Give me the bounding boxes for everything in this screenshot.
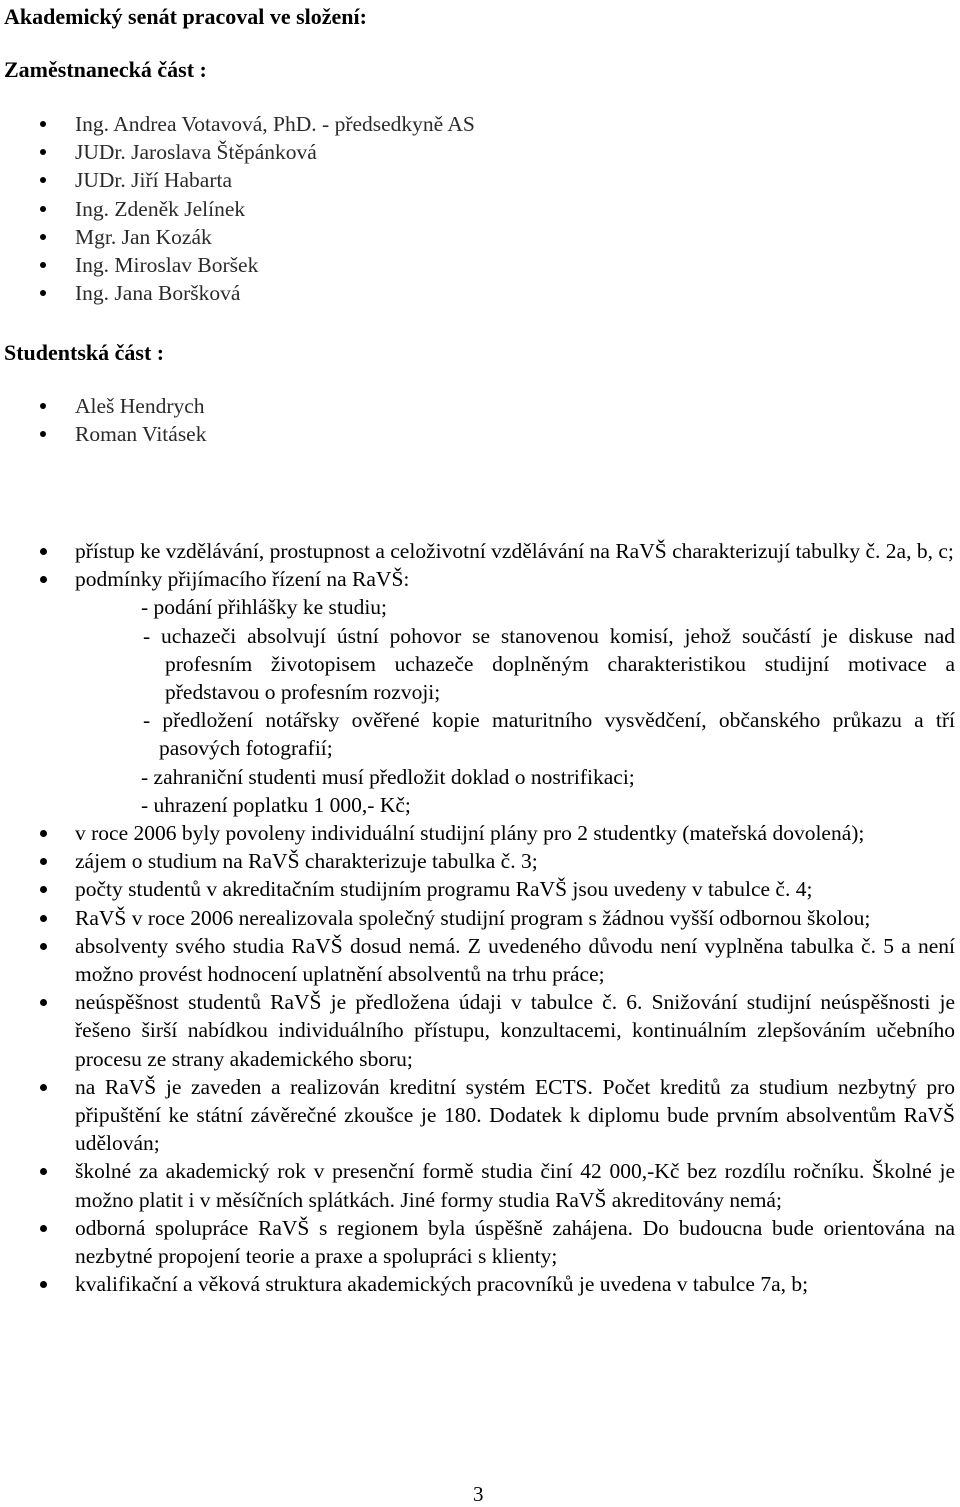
students-heading: Studentská část :: [4, 340, 165, 365]
interest-item: zájem o studium na RaVŠ charakterizuje tabulka č. 3;: [0, 847, 955, 875]
admission-item: [0, 565, 955, 819]
condition-item: - předložení notářsky ověřené kopie maturitního vysvědčení, občanského průkazu a tří pasových fotografií;: [143, 708, 955, 761]
graduates-item: absolventy svého studia RaVŠ dosud nemá. Z uvedeného důvodu není vyplněna tabulka č. 5 a není možno provést hodnocení uplatnění absolventů na trhu práce;: [0, 932, 955, 988]
plans-item: v roce 2006 byly povoleny individuální studijní plány pro 2 studentky (mateřská dovolená);: [0, 819, 955, 847]
list-item: Ing. Zdeněk Jelínek: [0, 195, 475, 223]
staff-list: [0, 110, 475, 307]
senate-heading: Akademický senát pracoval ve složení:: [4, 4, 367, 29]
list-item: Mgr. Jan Kozák: [0, 223, 475, 251]
access-item: přístup ke vzdělávání, prostupnost a celoživotní vzdělávání na RaVŠ charakterizují tabulky č. 2a, b, c;: [0, 537, 955, 565]
ects-item: na RaVŠ je zaveden a realizován kreditní systém ECTS. Počet kreditů za studium nezbytný pro připuštění ke státní závěrečné zkoušce je 180. Dodatek k diplomu bude prvním absolventům RaVŠ udělován;: [0, 1073, 955, 1158]
condition-item: - uchazeči absolvují ústní pohovor se stanovenou komisí, jehož součástí je diskuse nad profesním životopisem uchazeče doplněným charakteristikou studijní motivace a představou o profesním rozvoji;: [143, 623, 955, 705]
qualification-item: kvalifikační a věková struktura akademických pracovníků je uvedena v tabulce 7a, b;: [0, 1270, 955, 1298]
list-item: JUDr. Jiří Habarta: [0, 166, 475, 194]
list-item: Aleš Hendrych: [0, 392, 206, 420]
admission-label: podmínky přijímacího řízení na RaVŠ:: [75, 567, 410, 592]
student-list: [0, 392, 206, 448]
list-item: JUDr. Jaroslava Štěpánková: [0, 138, 475, 166]
joint-program-item: RaVŠ v roce 2006 nerealizovala společný studijní program s žádnou vyšší odbornou školou;: [0, 904, 955, 932]
list-item: Ing. Miroslav Boršek: [0, 251, 475, 279]
list-item: Ing. Andrea Votavová, PhD. - předsedkyně AS: [0, 110, 475, 138]
condition-item: - zahraniční studenti musí předložit doklad o nostrifikaci;: [141, 764, 635, 789]
staff-heading: Zaměstnanecká část :: [4, 57, 207, 82]
condition-item: - podání přihlášky ke studiu;: [141, 595, 388, 620]
cooperation-item: odborná spolupráce RaVŠ s regionem byla úspěšně zahájena. Do budoucna bude orientována na nezbytné propojení teorie a praxe a spolupráci s klienty;: [0, 1214, 955, 1270]
failure-item: neúspěšnost studentů RaVŠ je předložena údaji v tabulce č. 6. Snižování studijní neúspěšnosti je řešeno širší nabídkou individuálního přístupu, konzultacemi, kontinuálním zlepšováním učebního procesu ze strany akademického sboru;: [0, 988, 955, 1073]
page-number: 3: [473, 1482, 484, 1506]
counts-item: počty studentů v akreditačním studijním programu RaVŠ jsou uvedeny v tabulce č. 4;: [0, 875, 955, 903]
admission-conditions: [75, 593, 955, 819]
info-list: [0, 537, 960, 1298]
condition-item: - uhrazení poplatku 1 000,- Kč;: [141, 792, 411, 817]
list-item: Roman Vitásek: [0, 420, 206, 448]
fees-item: školné za akademický rok v presenční formě studia činí 42 000,-Kč bez rozdílu ročníku. Školné je možno platit i v měsíčních splátkách. Jiné formy studia RaVŠ akreditovány nemá;: [0, 1157, 955, 1213]
list-item: Ing. Jana Boršková: [0, 279, 475, 307]
